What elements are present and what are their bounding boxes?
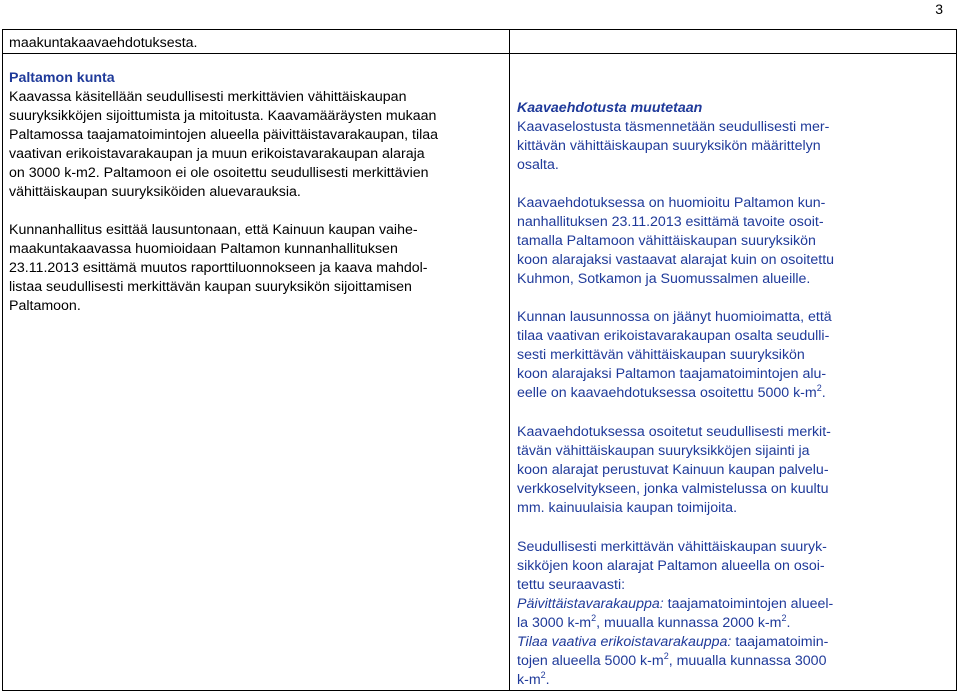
top-left-cell	[3, 30, 510, 54]
text-line: Paltamossa taajamatoimintojen alueella päivittäistavarakaupan, tilaa	[9, 127, 439, 143]
statement-paragraph-2	[9, 221, 503, 316]
response-paragraph-1	[517, 118, 950, 175]
statement-cell	[3, 54, 510, 691]
top-left-text: maakuntakaavaehdotuksesta.	[9, 35, 198, 51]
text-line: sikköjen koon alarajat Paltamon alueella on osoi-	[517, 558, 825, 574]
table-row-main	[3, 54, 957, 691]
text-line: k-m	[517, 672, 541, 688]
text-line: koon alarajaksi vastaavat alarajat kuin on osoitettu	[517, 252, 835, 268]
text-line: eelle on kaavaehdotuksessa osoitettu 5000 k-m	[517, 385, 817, 401]
text-line: nanhallituksen 23.11.2013 esittämä tavoite osoit-	[517, 214, 824, 230]
text-line: Kunnan lausunnossa on jäänyt huomioimatta, että	[517, 309, 832, 325]
text-line: tamalla Paltamoon vähittäiskaupan suuryksikön	[517, 233, 816, 249]
statement-paragraph-1	[9, 88, 503, 202]
text-line: mm. kainuulaisia kaupan toimijoita.	[517, 500, 738, 516]
text-line: vähittäiskaupan suuryksiköiden aluevarauksia.	[9, 184, 301, 200]
text-line: Kaavaehdotuksessa osoitetut seudullisesti merkit-	[517, 424, 831, 440]
text-line: koon alarajat perustuvat Kainuun kaupan palvelu-	[517, 462, 829, 478]
text-line: verkkoselvitykseen, jonka valmistelussa on kuultu	[517, 481, 829, 497]
response-paragraph-4	[517, 423, 950, 518]
superscript: 2	[781, 613, 787, 623]
text-line: koon alarajaksi Paltamon taajamatoimintojen alu-	[517, 366, 827, 382]
text-line: tilaa vaativan erikoistavarakaupan osalta seudulli-	[517, 328, 830, 344]
response-paragraph-3	[517, 308, 950, 403]
text-line: maakuntakaavassa huomioidaan Paltamon kunnanhallituksen	[9, 241, 398, 257]
response-cell	[510, 54, 957, 691]
text-line: suuryksikköjen sijoittumista ja mitoitusta. Kaavamääräysten mukaan	[9, 108, 437, 124]
text-line: Kaavaehdotuksessa on huomioitu Paltamon kun-	[517, 195, 826, 211]
text-line: sesti merkittävän vähittäiskaupan suuryksikön	[517, 347, 805, 363]
text-line: , muualla kunnassa 2000 k-m	[596, 615, 782, 631]
text-line: .	[786, 615, 791, 631]
text-line: Seudullisesti merkittävän vähittäiskaupan suuryk-	[517, 539, 827, 555]
text-line: .	[821, 385, 826, 401]
statement-heading: Paltamon kunta	[9, 70, 115, 86]
response-paragraph-5	[517, 538, 950, 690]
text-line: Kunnanhallitus esittää lausuntonaan, että Kainuun kaupan vaihe-	[9, 222, 418, 238]
response-paragraph-2	[517, 194, 950, 289]
text-line: kittävän vähittäiskaupan suuryksikön määrittelyn	[517, 138, 821, 154]
text-line: on 3000 k-m2. Paltamoon ei ole osoitettu seudullisesti merkittävien	[9, 165, 429, 181]
superscript: 2	[591, 613, 597, 623]
top-right-cell	[510, 30, 957, 54]
table-row-top	[3, 30, 957, 54]
text-line: Kuhmon, Sotkamon ja Suomussalmen alueille.	[517, 271, 811, 287]
text-line: taajamatoimintojen alueel-	[663, 596, 834, 612]
text-line: tettu seuraavasti:	[517, 577, 626, 593]
superscript: 2	[540, 670, 546, 680]
comment-response-table	[2, 29, 957, 691]
text-line: tojen alueella 5000 k-m	[517, 653, 664, 669]
text-line: , muualla kunnassa 3000	[668, 653, 827, 669]
page-number: 3	[935, 1, 943, 17]
text-line: Kaavassa käsitellään seudullisesti merkittävien vähittäiskaupan	[9, 89, 407, 105]
text-line: osalta.	[517, 157, 559, 173]
text-line: listaa seudullisesti merkittävän kaupan suuryksikön sijoittamisen	[9, 279, 412, 295]
text-line: Paltamoon.	[9, 298, 81, 314]
text-line: vaativan erikoistavarakaupan ja muun erikoistavarakaupan alaraja	[9, 146, 425, 162]
text-line: taajamatoimin-	[731, 634, 829, 650]
text-line: Kaavaselostusta täsmennetään seudullisesti mer-	[517, 119, 830, 135]
superscript: 2	[816, 383, 822, 393]
text-line: 23.11.2013 esittämä muutos raporttiluonnokseen ja kaava mahdol-	[9, 260, 428, 276]
text-line: la 3000 k-m	[517, 615, 592, 631]
italic-label: Tilaa vaativa erikoistavarakauppa:	[517, 634, 732, 650]
response-heading: Kaavaehdotusta muutetaan	[517, 100, 703, 116]
italic-label: Päivittäistavarakauppa:	[517, 596, 664, 612]
text-line: tävän vähittäiskaupan suuryksikköjen sijainti ja	[517, 443, 810, 459]
text-line: .	[545, 672, 550, 688]
superscript: 2	[663, 651, 669, 661]
